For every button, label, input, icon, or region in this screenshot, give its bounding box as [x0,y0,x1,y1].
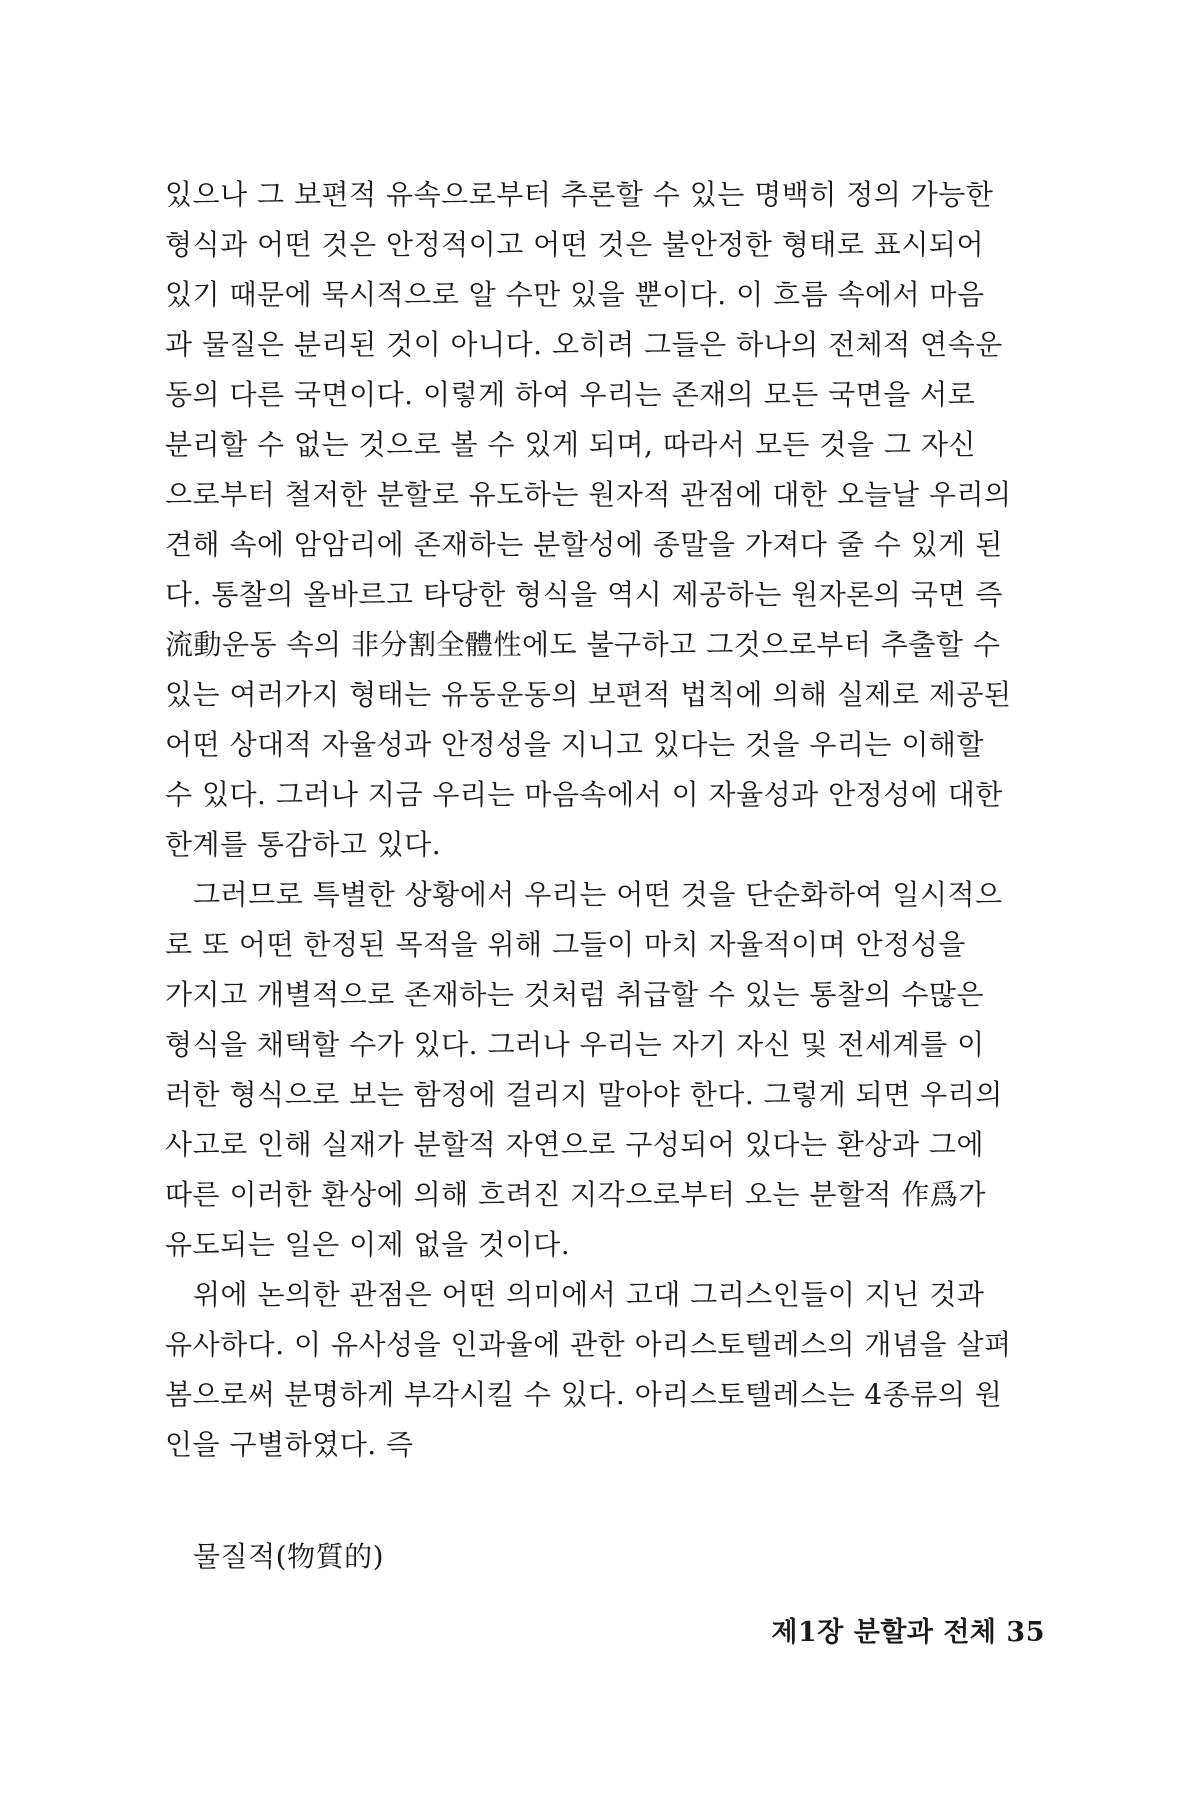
text-line: 어떤 상대적 자율성과 안정성을 지니고 있다는 것을 우리는 이해할 [165,728,985,761]
body-text [165,170,1045,1582]
text-line: 형식과 어떤 것은 안정적이고 어떤 것은 불안정한 형태로 표시되어 [165,228,985,261]
cause-list-item: 물질적(物質的) [193,1540,384,1573]
page-number: 35 [1006,1617,1045,1648]
text-line: 수 있다. 그러나 지금 우리는 마음속에서 이 자율성과 안정성에 대한 [165,778,1003,811]
page-footer [771,1610,1045,1649]
text-line: 인을 구별하였다. 즉 [165,1428,414,1461]
paragraph-start-line: 그러므로 특별한 상황에서 우리는 어떤 것을 단순화하여 일시적으 [193,878,1003,911]
text-line: 流動운동 속의 非分割全體性에도 불구하고 그것으로부터 추출할 수 [165,628,1001,661]
text-line: 봄으로써 분명하게 부각시킬 수 있다. 아리스토텔레스는 4종류의 원 [165,1378,1003,1411]
text-line: 있으나 그 보편적 유속으로부터 추론할 수 있는 명백히 정의 가능한 [165,178,994,211]
text-line: 있는 여러가지 형태는 유동운동의 보편적 법칙에 의해 실제로 제공된 [165,678,1012,711]
text-line: 형식을 채택할 수가 있다. 그러나 우리는 자기 자신 및 전세계를 이 [165,1028,985,1061]
text-line: 사고로 인해 실재가 분할적 자연으로 구성되어 있다는 환상과 그에 [165,1128,985,1161]
text-line: 유도되는 일은 이제 없을 것이다. [165,1228,571,1261]
text-line: 분리할 수 없는 것으로 볼 수 있게 되며, 따라서 모든 것을 그 자신 [165,428,976,461]
text-line: 견해 속에 암암리에 존재하는 분할성에 종말을 가져다 줄 수 있게 된 [165,528,1003,561]
text-line: 로 또 어떤 한정된 목적을 위해 그들이 마치 자율적이며 안정성을 [165,928,966,961]
text-line: 다. 통찰의 올바르고 타당한 형식을 역시 제공하는 원자론의 국면 즉 [165,578,1003,611]
text-line: 있기 때문에 묵시적으로 알 수만 있을 뿐이다. 이 흐름 속에서 마음 [165,278,985,311]
paragraph-start-line: 위에 논의한 관점은 어떤 의미에서 고대 그리스인들이 지닌 것과 [193,1278,985,1311]
running-head: 제1장 분할과 전체 [771,1617,997,1648]
text-line: 러한 형식으로 보는 함정에 걸리지 말아야 한다. 그렇게 되면 우리의 [165,1078,1003,1111]
text-line: 으로부터 철저한 분할로 유도하는 원자적 관점에 대한 오늘날 우리의 [165,478,1012,511]
text-line: 유사하다. 이 유사성을 인과율에 관한 아리스토텔레스의 개념을 살펴 [165,1328,1012,1361]
text-line: 따른 이러한 환상에 의해 흐려진 지각으로부터 오는 분할적 作爲가 [165,1178,986,1211]
text-line: 과 물질은 분리된 것이 아니다. 오히려 그들은 하나의 전체적 연속운 [165,328,1003,361]
text-line: 가지고 개별적으로 존재하는 것처럼 취급할 수 있는 통찰의 수많은 [165,978,985,1011]
list-spacer [165,1470,1045,1532]
text-line: 동의 다른 국면이다. 이렇게 하여 우리는 존재의 모든 국면을 서로 [165,378,976,411]
text-line: 한계를 통감하고 있다. [165,828,442,861]
